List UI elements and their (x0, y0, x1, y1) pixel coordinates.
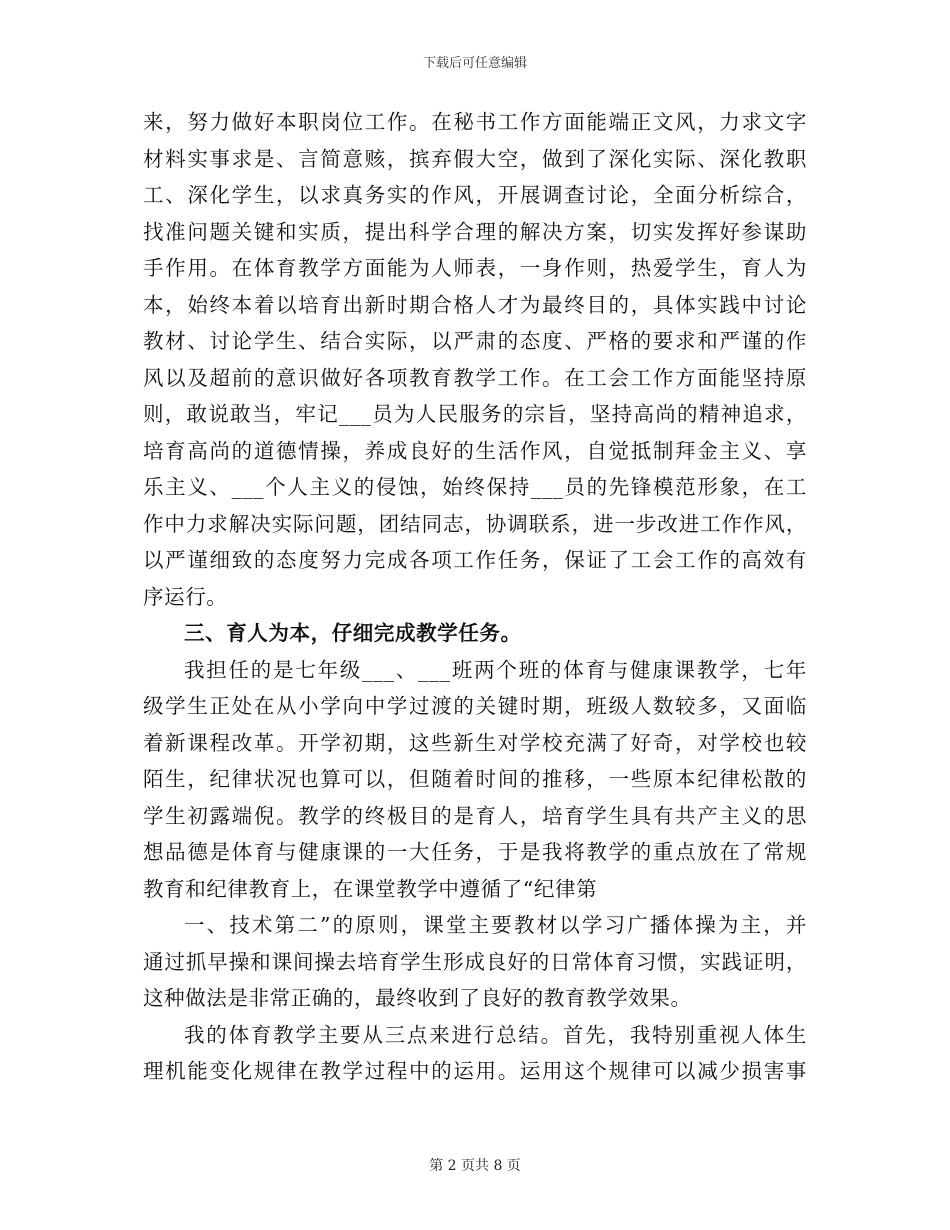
body-line: 手作用。在体育教学方面能为人师表，一身作则，热爱学生，育人为 (143, 256, 807, 280)
body-line: 找准问题关键和实质，提出科学合理的解决方案，切实发挥好参谋助 (143, 219, 807, 244)
body-line: 我的体育教学主要从三点来进行总结。首先，我特别重视人体生 (184, 1022, 807, 1047)
body-line: 本，始终本着以培育出新时期合格人才为最终目的，具体实践中讨论 (143, 292, 807, 317)
body-line: 陌生，纪律状况也算可以，但随着时间的推移，一些原本纪律松散的 (143, 767, 807, 791)
body-line: 教材、讨论学生、结合实际，以严肃的态度、严格的要求和严谨的作 (143, 329, 807, 353)
body-line: 风以及超前的意识做好各项教育教学工作。在工会工作方面能坚持原 (143, 365, 807, 390)
body-line: 我担任的是七年级___、___班两个班的体育与健康课教学，七年 (184, 657, 807, 682)
body-line: 通过抓早操和课间操去培育学生形成良好的日常体育习惯，实践证明， (143, 949, 807, 974)
document-body (143, 104, 807, 1090)
page-header: 下载后可任意编辑 (422, 56, 527, 71)
body-line: 则，敢说敢当，牢记___员为人民服务的宗旨，坚持高尚的精神追求， (143, 402, 807, 426)
page-number: 第 2 页共 8 页 (429, 1158, 521, 1174)
body-line: 教育和纪律教育上，在课堂教学中遵循了“纪律第 (143, 876, 598, 901)
body-line: 乐主义、___个人主义的侵蚀，始终保持___员的先锋模范形象，在工 (143, 475, 807, 499)
body-line: 培育高尚的道德情操，养成良好的生活作风，自觉抵制拜金主义、享 (143, 438, 807, 463)
body-line: 着新课程改革。开学初期，这些新生对学校充满了好奇，对学校也较 (143, 730, 807, 755)
body-line: 一、技术第二”的原则，课堂主要教材以学习广播体操为主，并 (184, 913, 807, 937)
body-line: 序运行。 (143, 584, 228, 609)
body-line: 这种做法是非常正确的，最终收到了良好的教育教学效果。 (143, 986, 692, 1010)
body-line: 想品德是体育与健康课的一大任务，于是我将教学的重点放在了常规 (143, 840, 807, 864)
body-line: 来，努力做好本职岗位工作。在秘书工作方面能端正文风，力求文字 (143, 110, 807, 134)
section-heading: 三、育人为本，仔细完成教学任务。 (184, 621, 522, 645)
body-line: 作中力求解决实际问题，团结同志，协调联系，进一步改进工作作风， (143, 511, 807, 536)
body-line: 学生初露端倪。教学的终极目的是育人，培育学生具有共产主义的思 (143, 803, 807, 828)
body-line: 级学生正处在从小学向中学过渡的关键时期，班级人数较多，又面临 (143, 694, 807, 718)
body-line: 工、深化学生，以求真务实的作风，开展调查讨论，全面分析综合， (143, 183, 807, 207)
body-line: 理机能变化规律在教学过程中的运用。运用这个规律可以减少损害事 (143, 1059, 807, 1083)
body-line: 材料实事求是、言简意赅，摈弃假大空，做到了深化实际、深化教职 (143, 146, 807, 171)
body-line: 以严谨细致的态度努力完成各项工作任务，保证了工会工作的高效有 (143, 548, 807, 572)
